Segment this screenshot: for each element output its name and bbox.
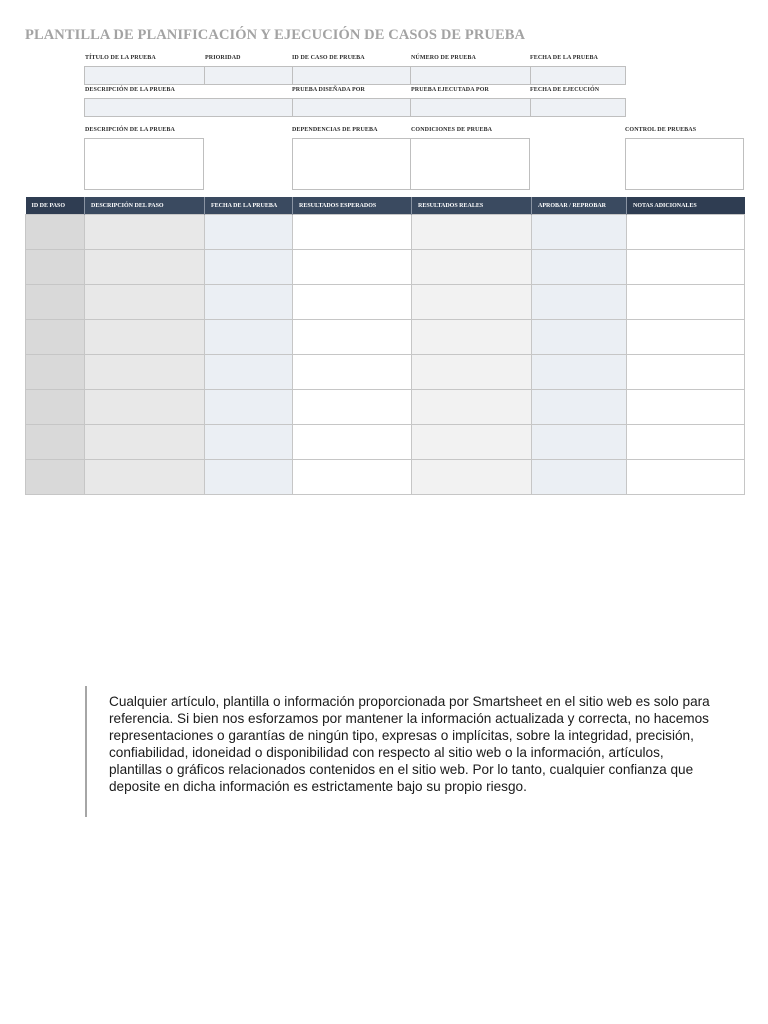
label-control: CONTROL DE PRUEBAS — [625, 127, 697, 133]
cell-fecha[interactable] — [205, 320, 293, 355]
cell-aprobar[interactable] — [532, 355, 627, 390]
cell-reales[interactable] — [412, 460, 532, 495]
prioridad-field[interactable] — [204, 66, 293, 85]
dependencias-box[interactable] — [292, 138, 411, 190]
cell-aprobar[interactable] — [532, 215, 627, 250]
cell-fecha[interactable] — [205, 425, 293, 460]
descripcion-box[interactable] — [84, 138, 204, 190]
header-resultados-esperados: RESULTADOS ESPERADOS — [293, 197, 412, 215]
header-resultados-reales: RESULTADOS REALES — [412, 197, 532, 215]
cell-fecha[interactable] — [205, 285, 293, 320]
cell-esperados[interactable] — [293, 285, 412, 320]
cell-notas[interactable] — [627, 250, 745, 285]
header-id-paso: ID DE PASO — [26, 197, 85, 215]
cell-reales[interactable] — [412, 355, 532, 390]
label-disenada-por: PRUEBA DISEÑADA POR — [292, 87, 365, 93]
cell-esperados[interactable] — [293, 320, 412, 355]
cell-notas[interactable] — [627, 355, 745, 390]
cell-fecha[interactable] — [205, 250, 293, 285]
cell-esperados[interactable] — [293, 390, 412, 425]
label-descripcion-1: DESCRIPCIÓN DE LA PRUEBA — [85, 87, 175, 93]
cell-descripcion[interactable] — [85, 320, 205, 355]
label-titulo: TÍTULO DE LA PRUEBA — [85, 55, 156, 61]
cell-aprobar[interactable] — [532, 425, 627, 460]
header-descripcion-paso: DESCRIPCIÓN DEL PASO — [85, 197, 205, 215]
cell-fecha[interactable] — [205, 390, 293, 425]
cell-esperados[interactable] — [293, 215, 412, 250]
ejecutada-por-field[interactable] — [410, 98, 531, 117]
fecha-ejecucion-field[interactable] — [530, 98, 626, 117]
cell-id-paso[interactable] — [26, 460, 85, 495]
id-caso-field[interactable] — [292, 66, 411, 85]
cell-notas[interactable] — [627, 390, 745, 425]
cell-descripcion[interactable] — [85, 355, 205, 390]
condiciones-box[interactable] — [410, 138, 530, 190]
cell-aprobar[interactable] — [532, 250, 627, 285]
header-aprobar-reprobar: APROBAR / REPROBAR — [532, 197, 627, 215]
label-id-caso: ID DE CASO DE PRUEBA — [292, 55, 365, 61]
control-box[interactable] — [625, 138, 744, 190]
steps-table — [25, 197, 745, 495]
descripcion-field[interactable] — [84, 98, 293, 117]
label-numero: NÚMERO DE PRUEBA — [411, 55, 476, 61]
cell-reales[interactable] — [412, 215, 532, 250]
cell-fecha[interactable] — [205, 355, 293, 390]
cell-reales[interactable] — [412, 250, 532, 285]
cell-notas[interactable] — [627, 425, 745, 460]
cell-descripcion[interactable] — [85, 390, 205, 425]
table-row — [26, 355, 745, 390]
steps-header-row — [26, 197, 745, 215]
disenada-por-field[interactable] — [292, 98, 411, 117]
cell-descripcion[interactable] — [85, 460, 205, 495]
table-row — [26, 425, 745, 460]
cell-notas[interactable] — [627, 285, 745, 320]
table-row — [26, 285, 745, 320]
cell-id-paso[interactable] — [26, 215, 85, 250]
cell-descripcion[interactable] — [85, 425, 205, 460]
label-fecha: FECHA DE LA PRUEBA — [530, 55, 598, 61]
cell-id-paso[interactable] — [26, 355, 85, 390]
titulo-field[interactable] — [84, 66, 205, 85]
label-fecha-ejecucion: FECHA DE EJECUCIÓN — [530, 87, 600, 93]
label-prioridad: PRIORIDAD — [205, 55, 241, 61]
fecha-field[interactable] — [530, 66, 626, 85]
cell-fecha[interactable] — [205, 215, 293, 250]
cell-esperados[interactable] — [293, 425, 412, 460]
cell-descripcion[interactable] — [85, 250, 205, 285]
header-fecha-prueba: FECHA DE LA PRUEBA — [205, 197, 293, 215]
page-title: PLANTILLA DE PLANIFICACIÓN Y EJECUCIÓN DE CASOS DE PRUEBA — [25, 27, 526, 43]
cell-id-paso[interactable] — [26, 320, 85, 355]
header-notas: NOTAS ADICIONALES — [627, 197, 745, 215]
cell-reales[interactable] — [412, 320, 532, 355]
table-row — [26, 390, 745, 425]
table-row — [26, 320, 745, 355]
cell-aprobar[interactable] — [532, 460, 627, 495]
cell-descripcion[interactable] — [85, 285, 205, 320]
cell-descripcion[interactable] — [85, 215, 205, 250]
label-ejecutada-por: PRUEBA EJECUTADA POR — [411, 87, 489, 93]
cell-reales[interactable] — [412, 390, 532, 425]
table-row — [26, 460, 745, 495]
disclaimer-text: Cualquier artículo, plantilla o información proporcionada por Smartsheet en el sitio web es solo para referencia. Si bien nos esforzamos por mantener la información actualizada y correcta, no hacemos representaciones o garantías de ningún tipo, expresas o implícitas, sobre la integridad, precisión, confiabilidad, idoneidad o disponibilidad con respecto al sitio web o la información, artículos, plantillas o gráficos relacionados contenidos en el sitio web. Por lo tanto, cualquier confianza que deposite en dicha información es estrictamente bajo su propio riesgo. — [85, 686, 715, 817]
cell-esperados[interactable] — [293, 355, 412, 390]
label-dependencias: DEPENDENCIAS DE PRUEBA — [292, 127, 378, 133]
numero-field[interactable] — [410, 66, 531, 85]
cell-id-paso[interactable] — [26, 425, 85, 460]
cell-notas[interactable] — [627, 320, 745, 355]
cell-aprobar[interactable] — [532, 320, 627, 355]
label-descripcion-2: DESCRIPCIÓN DE LA PRUEBA — [85, 127, 175, 133]
cell-notas[interactable] — [627, 215, 745, 250]
cell-id-paso[interactable] — [26, 285, 85, 320]
label-condiciones: CONDICIONES DE PRUEBA — [411, 127, 493, 133]
table-row — [26, 250, 745, 285]
cell-notas[interactable] — [627, 460, 745, 495]
cell-aprobar[interactable] — [532, 285, 627, 320]
cell-id-paso[interactable] — [26, 250, 85, 285]
cell-fecha[interactable] — [205, 460, 293, 495]
cell-reales[interactable] — [412, 285, 532, 320]
cell-reales[interactable] — [412, 425, 532, 460]
cell-aprobar[interactable] — [532, 390, 627, 425]
cell-esperados[interactable] — [293, 460, 412, 495]
cell-esperados[interactable] — [293, 250, 412, 285]
cell-id-paso[interactable] — [26, 390, 85, 425]
table-row — [26, 215, 745, 250]
